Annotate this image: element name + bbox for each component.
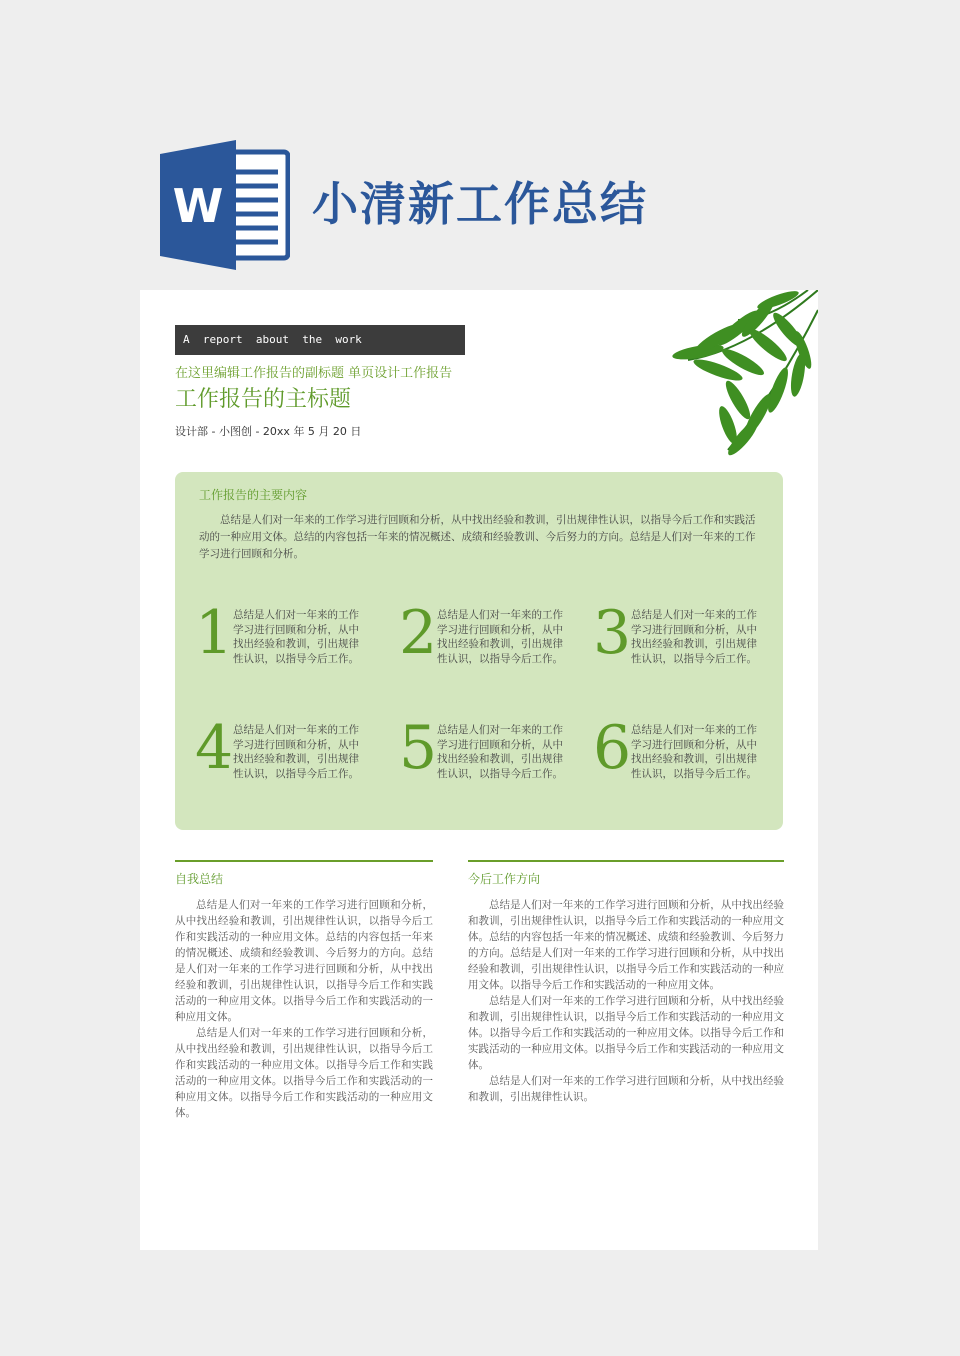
column-divider — [175, 860, 433, 862]
paragraph: 总结是人们对一年来的工作学习进行回顾和分析，从中找出经验和教训，引出规律性认识，以指导今后工作和实践活动的一种应用文体。以指导今后工作和实践活动的一种应用文体。以指导今后工作和实践活动的一种应用文体。以指导今后工作和实践活动的一种应用文体。 — [175, 1027, 433, 1119]
report-main-title: 工作报告的主标题 — [175, 387, 352, 412]
summary-item — [195, 598, 385, 684]
future-direction-body — [468, 897, 784, 1105]
report-meta: 设计部 - 小图创 - 20xx 年 5 月 20 日 — [175, 425, 362, 438]
summary-item-number: 2 — [399, 598, 438, 668]
summary-item — [399, 713, 589, 799]
paragraph: 总结是人们对一年来的工作学习进行回顾和分析，从中找出经验和教训，引出规律性认识，以指导今后工作和实践活动的一种应用文体。总结的内容包括一年来的情况概述、成绩和经验教训、今后努力的方向。总结是人们对一年来的工作学习进行回顾和分析，从中找出经验和教训，引出规律性认识，以指导今后工作和实践活动的一种应用文体。以指导今后工作和实践活动的一种应用文体。 — [468, 899, 784, 991]
summary-item — [195, 713, 385, 799]
paragraph: 总结是人们对一年来的工作学习进行回顾和分析，从中找出经验和教训，引出规律性认识，以指导今后工作和实践活动的一种应用文体。总结的内容包括一年来的情况概述、成绩和经验教训、今后努力的方向。总结是人们对一年来的工作学习进行回顾和分析，从中找出经验和教训，引出规律性认识，以指导今后工作和实践活动的一种应用文体。以指导今后工作和实践活动的一种应用文体。 — [175, 899, 433, 1023]
summary-heading: 工作报告的主要内容 — [199, 488, 308, 502]
summary-item-number: 5 — [399, 713, 438, 783]
summary-item — [399, 598, 589, 684]
column-divider — [468, 860, 784, 862]
summary-paragraph: 总结是人们对一年来的工作学习进行回顾和分析，从中找出经验和教训，引出规律性认识，以指导今后工作和实践活动的一种应用文体。总结的内容包括一年来的情况概述、成绩和经验教训、今后努力的方向。总结是人们对一年来的工作学习进行回顾和分析。 — [199, 514, 756, 560]
summary-item-number: 3 — [593, 598, 632, 668]
future-direction-heading: 今后工作方向 — [468, 872, 541, 886]
summary-item-number: 6 — [593, 713, 632, 783]
report-page — [140, 290, 818, 1250]
summary-box — [175, 472, 783, 830]
self-summary-column — [175, 860, 433, 1121]
leaf-decoration-icon — [578, 290, 818, 460]
self-summary-heading: 自我总结 — [175, 872, 224, 886]
summary-item — [593, 713, 783, 799]
paragraph: 总结是人们对一年来的工作学习进行回顾和分析，从中找出经验和教训，引出规律性认识。 — [468, 1075, 784, 1103]
paragraph: 总结是人们对一年来的工作学习进行回顾和分析，从中找出经验和教训，引出规律性认识，以指导今后工作和实践活动的一种应用文体。以指导今后工作和实践活动的一种应用文体。以指导今后工作和实践活动的一种应用文体。以指导今后工作和实践活动的一种应用文体。 — [468, 995, 784, 1071]
self-summary-body — [175, 897, 433, 1121]
report-subtitle: 在这里编辑工作报告的副标题 单页设计工作报告 — [175, 366, 453, 381]
summary-item-text: 总结是人们对一年来的工作学习进行回顾和分析，从中找出经验和教训，引出规律性认识，以指导今后工作。 — [233, 609, 359, 665]
header — [160, 140, 860, 270]
document-title: 小清新工作总结 — [312, 177, 648, 231]
word-icon — [160, 140, 290, 270]
report-tag-bar: A report about the work — [175, 325, 465, 355]
summary-item — [593, 598, 783, 684]
summary-item-text: 总结是人们对一年来的工作学习进行回顾和分析，从中找出经验和教训，引出规律性认识，以指导今后工作。 — [437, 609, 563, 665]
summary-item-text: 总结是人们对一年来的工作学习进行回顾和分析，从中找出经验和教训，引出规律性认识，以指导今后工作。 — [437, 724, 563, 780]
summary-item-text: 总结是人们对一年来的工作学习进行回顾和分析，从中找出经验和教训，引出规律性认识，以指导今后工作。 — [233, 724, 359, 780]
summary-item-text: 总结是人们对一年来的工作学习进行回顾和分析，从中找出经验和教训，引出规律性认识，以指导今后工作。 — [631, 609, 757, 665]
summary-item-text: 总结是人们对一年来的工作学习进行回顾和分析，从中找出经验和教训，引出规律性认识，以指导今后工作。 — [631, 724, 757, 780]
word-icon-letter: W — [172, 179, 224, 233]
summary-item-number: 1 — [195, 598, 234, 668]
summary-item-number: 4 — [195, 713, 234, 783]
future-direction-column — [468, 860, 784, 1105]
